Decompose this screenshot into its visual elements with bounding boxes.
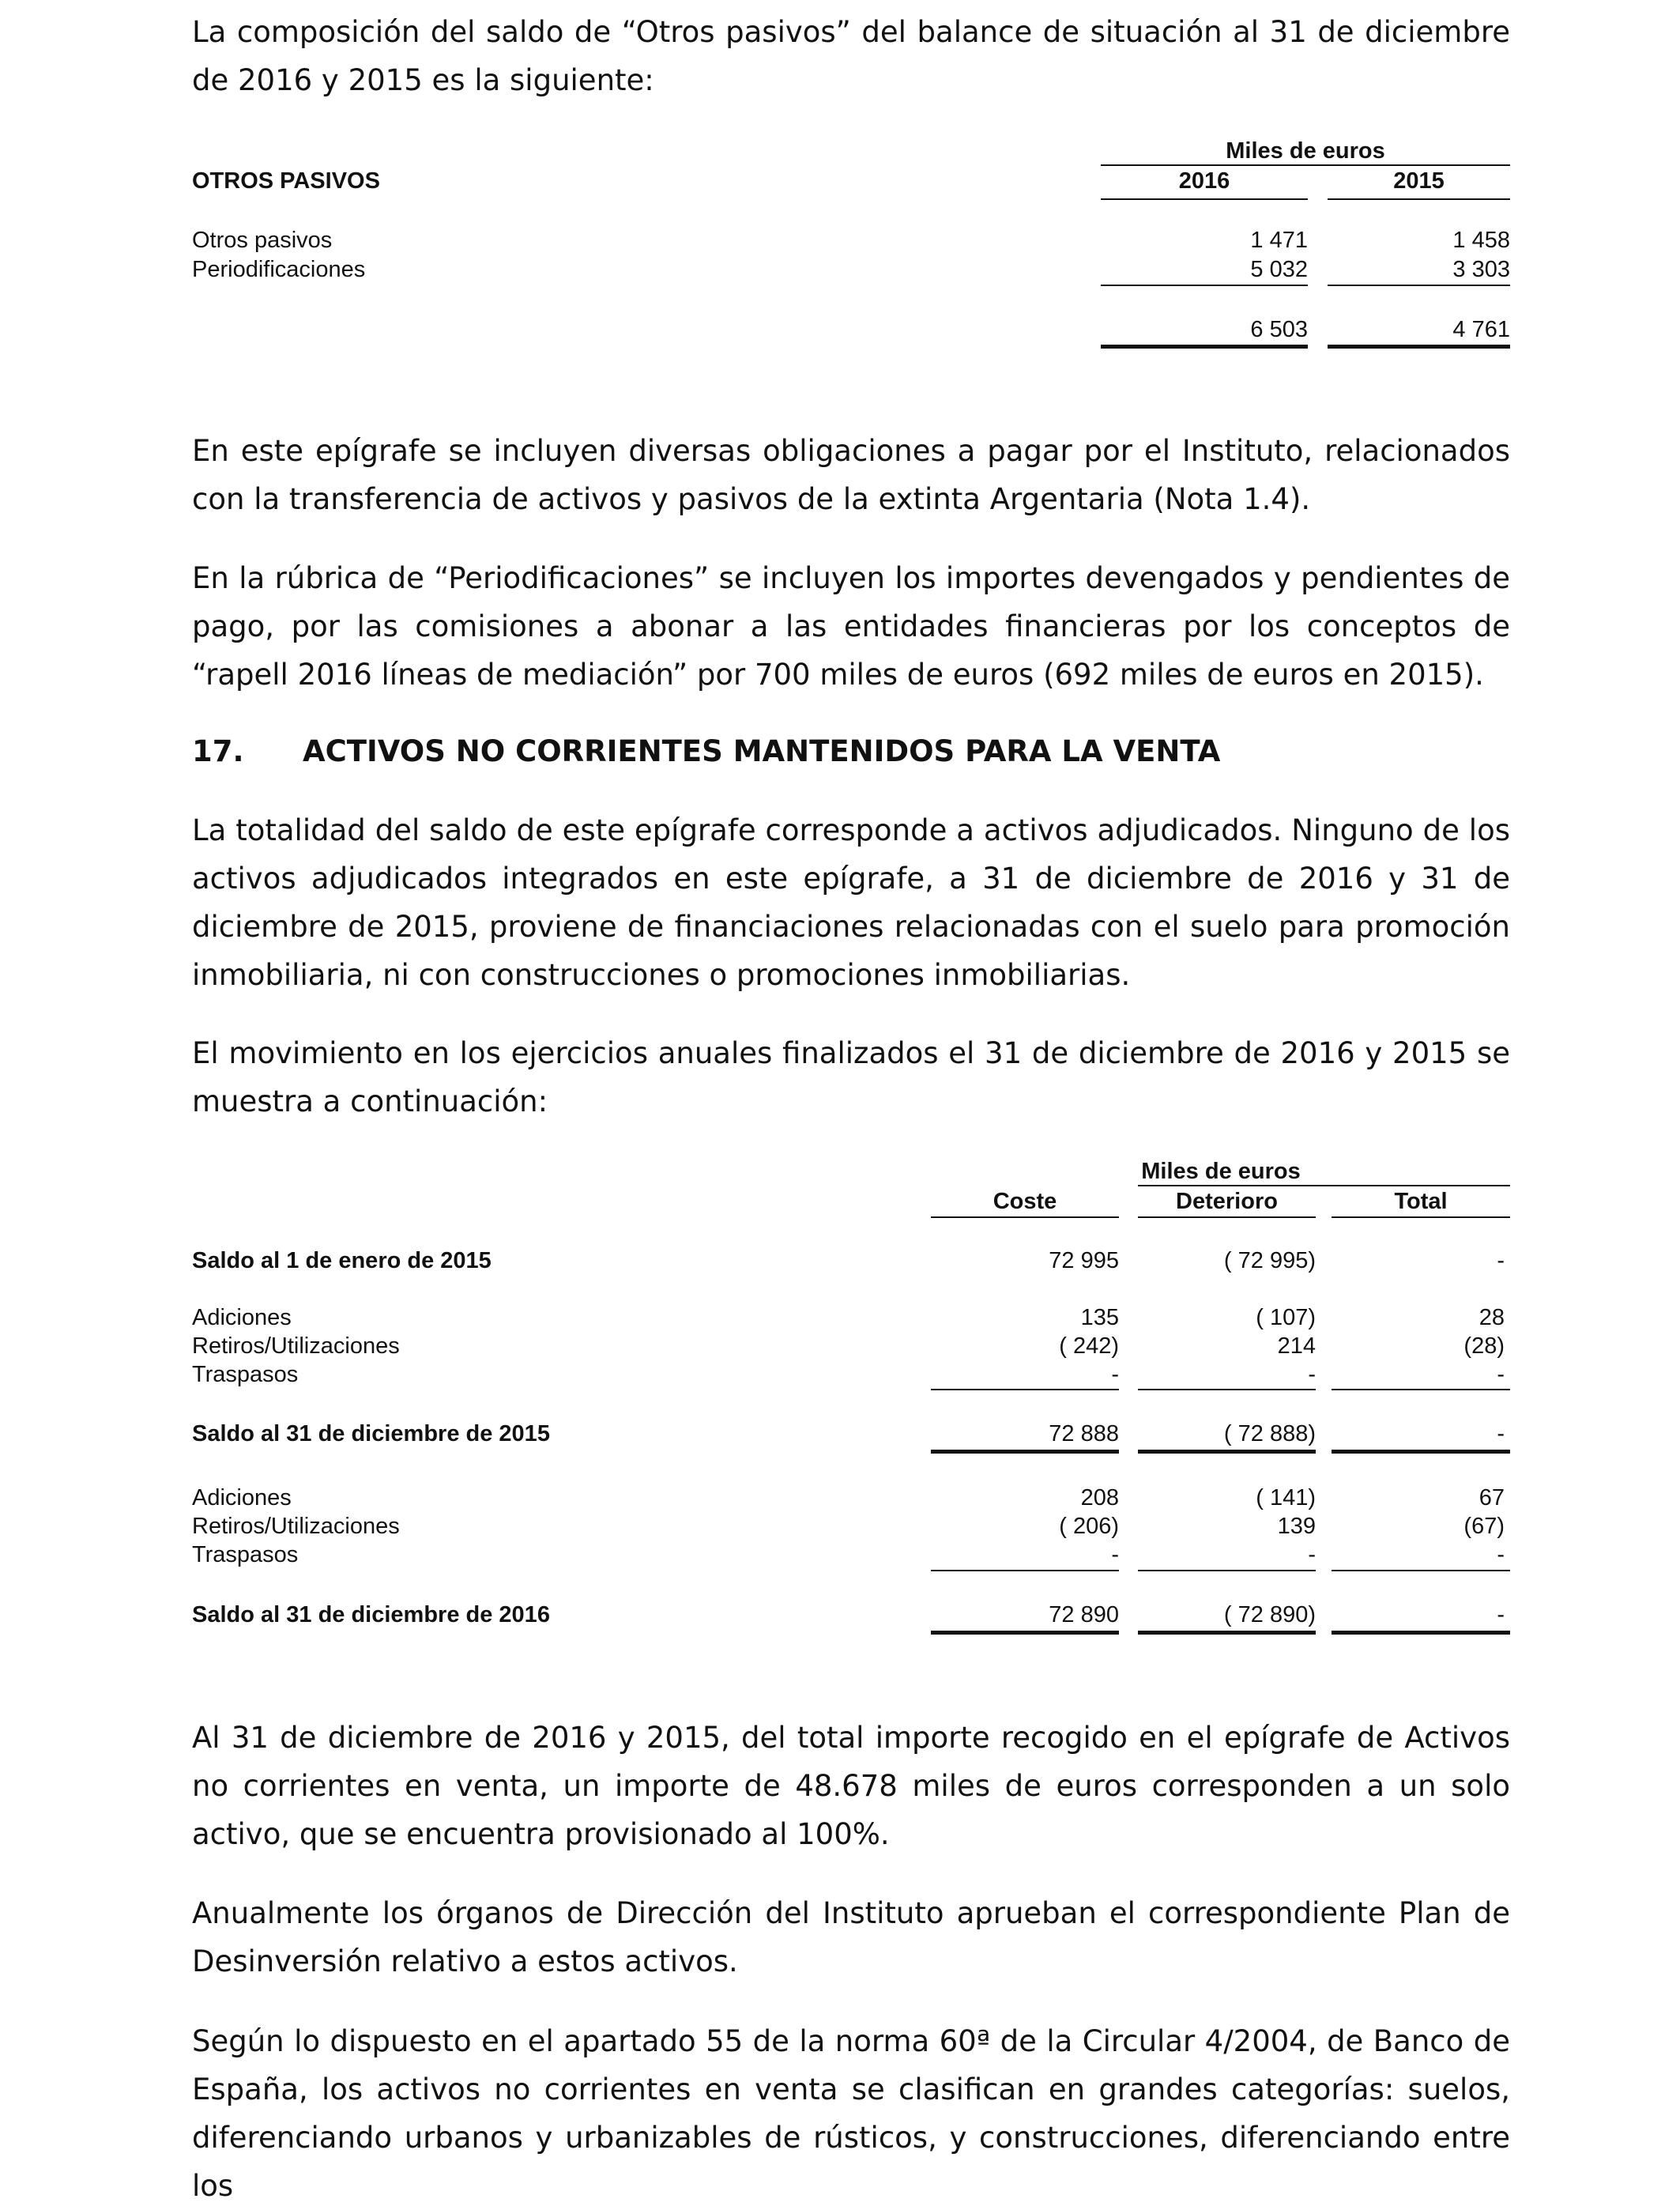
row-label: Periodificaciones (192, 257, 366, 282)
cell-value: 1 458 (1452, 228, 1510, 253)
row-label: Retiros/Utilizaciones (192, 1333, 400, 1359)
row-label: Adiciones (192, 1485, 292, 1510)
cell-value: 3 303 (1452, 257, 1510, 282)
row-label: Traspasos (192, 1362, 299, 1387)
paragraph: En este epígrafe se incluyen diversas obligaciones a pagar por el Instituto, relacionados con la transferencia de activos y pasivos de la extinta Argentaria (Nota 1.4). (192, 434, 1510, 516)
cell-value: (67) (1463, 1514, 1505, 1539)
total-value: 4 761 (1452, 317, 1510, 342)
col-header-total: Total (1394, 1189, 1448, 1214)
row-label: Traspasos (192, 1542, 299, 1567)
cell-value: 67 (1478, 1485, 1505, 1510)
rule (931, 1389, 1119, 1390)
section-title: ACTIVOS NO CORRIENTES MANTENIDOS PARA LA VENTA (303, 734, 1221, 768)
cell-value: 28 (1478, 1305, 1505, 1330)
paragraph: En la rúbrica de “Periodificaciones” se incluyen los importes devengados y pendientes de pago, por las comisiones a abonar a las entidades financieras por los conceptos de “rapell 2016 líneas de mediación” por 700 miles de euros (692 miles de euros en 2015). (192, 561, 1510, 692)
cell-value: - (1497, 1602, 1505, 1627)
cell-value: - (1308, 1362, 1316, 1387)
double-rule (1138, 1631, 1316, 1635)
cell-value: - (1497, 1362, 1505, 1387)
cell-value: - (1497, 1248, 1505, 1273)
cell-value: (28) (1463, 1333, 1505, 1359)
row-label: Saldo al 31 de diciembre de 2016 (192, 1602, 550, 1627)
cell-value: 72 995 (1049, 1248, 1119, 1273)
cell-value: 214 (1277, 1333, 1316, 1359)
double-rule (931, 1631, 1119, 1635)
cell-value: ( 141) (1256, 1485, 1316, 1510)
cell-value: 139 (1277, 1514, 1316, 1539)
double-rule (1332, 1450, 1510, 1454)
row-label: Adiciones (192, 1305, 292, 1330)
cell-value: ( 72 995) (1223, 1248, 1316, 1273)
rule (1138, 1570, 1316, 1571)
row-label: Retiros/Utilizaciones (192, 1514, 400, 1539)
col-header-coste: Coste (993, 1189, 1057, 1214)
row-label: Saldo al 31 de diciembre de 2015 (192, 1421, 550, 1446)
cell-value: ( 72 890) (1223, 1602, 1316, 1627)
cell-value: - (1111, 1542, 1119, 1567)
double-rule (931, 1450, 1119, 1454)
cell-value: - (1497, 1542, 1505, 1567)
row-label: Saldo al 1 de enero de 2015 (192, 1248, 492, 1273)
table-title: OTROS PASIVOS (192, 168, 380, 194)
cell-value: - (1111, 1362, 1119, 1387)
cell-value: 208 (1080, 1485, 1119, 1510)
paragraph: Al 31 de diciembre de 2016 y 2015, del total importe recogido en el epígrafe de Activos no corrientes en venta, un importe de 48.678 miles de euros corresponden a un solo activo, que se encuentra provisionado al 100%. (192, 1721, 1510, 1851)
col-header-2015: 2015 (1393, 168, 1445, 194)
section-number: 17. (192, 734, 244, 768)
cell-value: 1 471 (1250, 228, 1308, 253)
intro-paragraph: La composición del saldo de “Otros pasivos” del balance de situación al 31 de diciembre de 2016 y 2015 es la siguiente: (192, 15, 1510, 97)
rule (931, 1216, 1119, 1218)
cell-value: 72 888 (1049, 1421, 1119, 1446)
cell-value: 5 032 (1250, 257, 1308, 282)
rule (1332, 1570, 1510, 1571)
paragraph: Según lo dispuesto en el apartado 55 de la norma 60ª de la Circular 4/2004, de Banco de España, los activos no corrientes en venta se clasifican en grandes categorías: suelos, diferenciando urbanos y urbanizables de rústicos, y construcciones, diferenciando entre los (192, 2024, 1510, 2203)
paragraph: El movimiento en los ejercicios anuales finalizados el 31 de diciembre de 2016 y 2015 se muestra a continuación: (192, 1036, 1510, 1118)
cell-value: ( 242) (1059, 1333, 1119, 1359)
cell-value: 135 (1080, 1305, 1119, 1330)
rule (1138, 1185, 1510, 1186)
cell-value: - (1308, 1542, 1316, 1567)
rule (1332, 1389, 1510, 1390)
rule (1138, 1216, 1316, 1218)
cell-value: 72 890 (1049, 1602, 1119, 1627)
col-header-deterioro: Deterioro (1176, 1189, 1278, 1214)
double-rule (1138, 1450, 1316, 1454)
unit-header: Miles de euros (1141, 1159, 1301, 1184)
cell-value: - (1497, 1421, 1505, 1446)
rule (1138, 1389, 1316, 1390)
row-label: Otros pasivos (192, 228, 333, 253)
col-header-2016: 2016 (1178, 168, 1230, 194)
paragraph: Anualmente los órganos de Dirección del Instituto aprueban el correspondiente Plan de Desinversión relativo a estos activos. (192, 1896, 1510, 1978)
rule (931, 1570, 1119, 1571)
total-value: 6 503 (1250, 317, 1308, 342)
double-rule (1332, 1631, 1510, 1635)
cell-value: ( 107) (1256, 1305, 1316, 1330)
cell-value: ( 206) (1059, 1514, 1119, 1539)
cell-value: ( 72 888) (1223, 1421, 1316, 1446)
unit-header: Miles de euros (1226, 138, 1385, 164)
rule (1332, 1216, 1510, 1218)
paragraph: La totalidad del saldo de este epígrafe corresponde a activos adjudicados. Ninguno de los activos adjudicados integrados en este epígrafe, a 31 de diciembre de 2016 y 31 de diciembre de 2015, proviene de financiaciones relacionadas con el suelo para promoción inmobiliaria, ni con construcciones o promociones inmobiliarias. (192, 813, 1510, 992)
